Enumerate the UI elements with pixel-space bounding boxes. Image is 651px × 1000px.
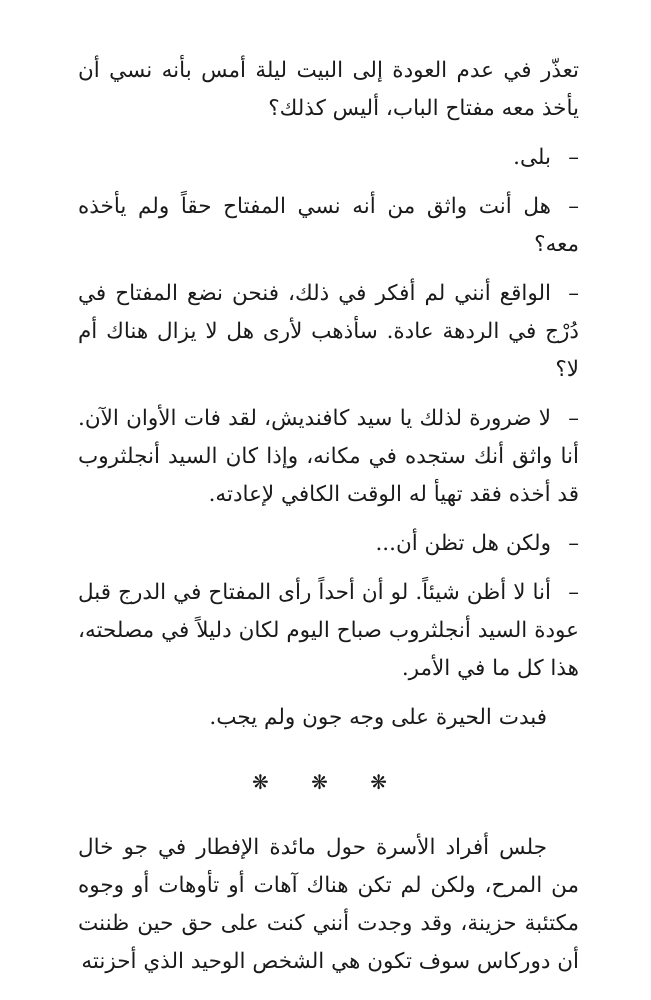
dialog-line [78, 400, 579, 514]
paragraph-text: تعذّر في عدم العودة إلى البيت ليلة أمس بأنه نسي أن يأخذ معه مفتاح الباب، أليس كذلك؟ [78, 58, 579, 121]
section-separator: ❋ ❋ ❋ [252, 770, 405, 794]
paragraph-text: فبدت الحيرة على وجه جون ولم يجب. [209, 705, 547, 730]
dialog-text: لا ضرورة لذلك يا سيد كافنديش، لقد فات الأوان الآن. أنا واثق أنك ستجده في مكانه، وإذا كان السيد أنجلثروب قد أخذه فقد تهيأ له الوقت الكافي لإعادته. [78, 406, 579, 507]
dialog-text: هل أنت واثق من أنه نسي المفتاح حقاً ولم يأخذه معه؟ [78, 194, 579, 257]
dialog-text: بلى. [513, 145, 551, 170]
dialog-line [78, 525, 579, 563]
dialog-text: الواقع أنني لم أفكر في ذلك، فنحن نضع المفتاح في دُرْج في الردهة عادة. سأذهب لأرى هل لا يزال هناك أم لا؟ [78, 281, 579, 382]
dialog-line [78, 188, 579, 264]
paragraph-continuation [78, 52, 579, 128]
dialog-dash: – [568, 194, 579, 219]
dialog-dash: – [568, 406, 579, 431]
dialog-text: ولكن هل تظن أن... [375, 531, 551, 556]
dialog-dash: – [568, 145, 579, 170]
dialog-dash: – [568, 580, 579, 605]
narration-paragraph [78, 699, 579, 737]
paragraph-text: جلس أفراد الأسرة حول مائدة الإفطار في جو خال من المرح، ولكن لم تكن هناك آهات أو تأوهات أو وجوه مكتئبة حزينة، وقد وجدت أنني كنت على حق حين ظننت أن دوركاس سوف تكون هي الشخص الوحيد الذي أحزنته [78, 835, 579, 974]
dialog-line [78, 139, 579, 177]
dialog-text: أنا لا أظن شيئاً. لو أن أحداً رأى المفتاح في الدرج قبل عودة السيد أنجلثروب صباح اليوم لكان دليلاً في مصلحته، هذا كل ما في الأمر. [78, 580, 579, 681]
dialog-dash: – [568, 281, 579, 306]
dialog-line [78, 275, 579, 389]
final-paragraph [78, 829, 579, 981]
dialog-line [78, 574, 579, 688]
dialog-dash: – [568, 531, 579, 556]
